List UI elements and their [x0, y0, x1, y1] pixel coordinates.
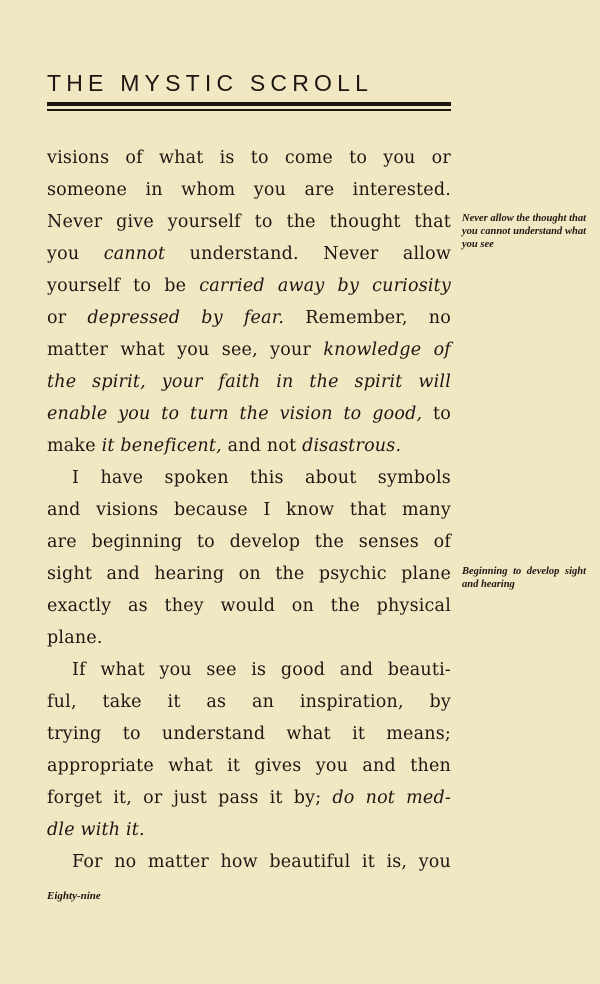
- text-segment: sight and hearing on the psychic plane: [47, 564, 451, 584]
- text-segment: I have spoken this about symbols: [72, 468, 451, 488]
- text-line: [47, 686, 451, 718]
- page-number: Eighty-nine: [47, 890, 101, 902]
- text-segment: Never give yourself to the thought that: [47, 212, 451, 232]
- text-segment: yourself to be: [47, 276, 200, 296]
- text-segment: someone in whom you are interested.: [47, 180, 451, 200]
- text-line: [47, 782, 451, 814]
- text-segment: or: [47, 308, 88, 328]
- italic-text: knowledge of: [323, 340, 451, 360]
- margin-note: Beginning to develop sight and hearing: [462, 566, 586, 590]
- text-segment: matter what you see, your: [47, 340, 324, 360]
- text-segment: exactly as they would on the physical: [47, 596, 451, 616]
- text-line: [47, 238, 451, 270]
- text-line: [47, 558, 451, 590]
- italic-text: it beneficent,: [101, 436, 222, 456]
- text-line: [47, 590, 451, 622]
- header-rule-thick: [47, 102, 451, 106]
- text-segment: make: [47, 436, 102, 456]
- text-line: [47, 462, 451, 494]
- text-segment: and not: [221, 436, 303, 456]
- body-text: [47, 142, 451, 878]
- text-line: [47, 622, 451, 654]
- text-line: [47, 654, 451, 686]
- italic-text: enable you to turn the vision to good,: [47, 404, 423, 424]
- text-line: [47, 334, 451, 366]
- italic-text: depressed by fear.: [87, 308, 285, 328]
- text-segment: visions of what is to come to you or: [47, 148, 451, 168]
- text-line: [47, 494, 451, 526]
- text-line: [47, 174, 451, 206]
- italic-text: disastrous.: [302, 436, 402, 456]
- text-segment: For no matter how beautiful it is, you: [72, 852, 451, 872]
- text-segment: Remember, no: [284, 308, 451, 328]
- text-segment: plane.: [47, 628, 103, 648]
- text-line: [47, 142, 451, 174]
- text-segment: If what you see is good and beauti-: [72, 660, 451, 680]
- text-line: [47, 750, 451, 782]
- text-line: [47, 814, 451, 846]
- text-segment: forget it, or just pass it by;: [47, 788, 333, 808]
- text-segment: you: [47, 244, 104, 264]
- text-segment: trying to understand what it means;: [47, 724, 451, 744]
- italic-text: dle with it.: [47, 820, 145, 840]
- running-header: THE MYSTIC SCROLL: [47, 70, 374, 96]
- text-line: [47, 270, 451, 302]
- text-line: [47, 430, 451, 462]
- text-segment: understand. Never allow: [165, 244, 452, 264]
- italic-text: cannot: [103, 244, 166, 264]
- text-line: [47, 526, 451, 558]
- text-line: [47, 302, 451, 334]
- margin-note: Never allow the thought that you cannot understand what you see: [462, 213, 586, 250]
- text-line: [47, 398, 451, 430]
- text-line: [47, 846, 451, 878]
- text-segment: and visions because I know that many: [47, 500, 451, 520]
- italic-text: the spirit, your faith in the spirit will: [47, 372, 451, 392]
- italic-text: do not med-: [332, 788, 451, 808]
- header-rule-thin: [47, 109, 451, 111]
- text-line: [47, 206, 451, 238]
- text-line: [47, 366, 451, 398]
- text-segment: are beginning to develop the senses of: [47, 532, 451, 552]
- italic-text: carried away by curiosity: [199, 276, 451, 296]
- text-line: [47, 718, 451, 750]
- text-segment: ful, take it as an inspiration, by: [47, 692, 451, 712]
- text-segment: to: [422, 404, 452, 424]
- text-segment: appropriate what it gives you and then: [47, 756, 451, 776]
